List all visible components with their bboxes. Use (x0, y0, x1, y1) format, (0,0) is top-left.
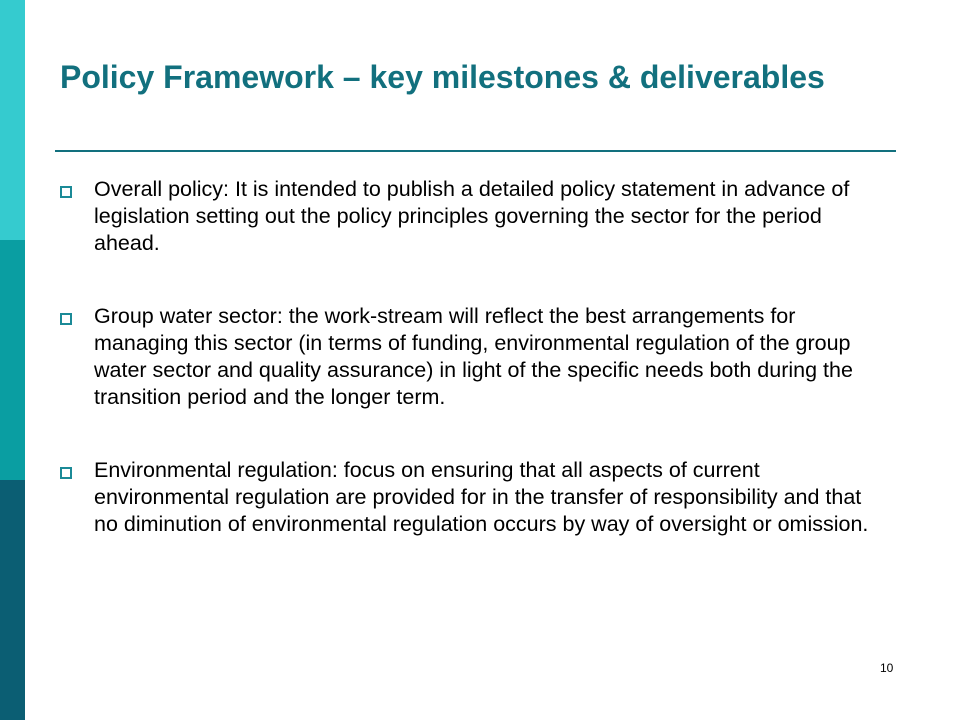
side-bar-segment-top (0, 0, 25, 240)
page-number: 10 (880, 661, 894, 675)
bullet-text: Environmental regulation: focus on ensuring that all aspects of current environmental regulation are provided for in the transfer of responsibility and that no diminution of environmental regulation occurs by way of oversight or omission. (94, 458, 869, 536)
side-decoration-bar (0, 0, 25, 720)
bullet-item-overall-policy (60, 176, 890, 257)
bullet-list (60, 176, 890, 538)
side-bar-segment-bottom (0, 480, 25, 720)
bullet-text: Overall policy: It is intended to publish a detailed policy statement in advance of legislation setting out the policy principles governing the sector for the period ahead. (94, 177, 850, 255)
side-bar-segment-middle (0, 240, 25, 480)
square-bullet-icon (60, 467, 72, 479)
bullet-text: Group water sector: the work-stream will reflect the best arrangements for managing this sector (in terms of funding, environmental regulation of the group water sector and quality assurance) in light of the specific needs both during the transition period and the longer term. (94, 304, 853, 409)
slide-title: Policy Framework – key milestones & deliverables (60, 59, 825, 95)
square-bullet-icon (60, 313, 72, 325)
title-divider (55, 150, 896, 152)
bullet-item-group-water-sector (60, 303, 890, 411)
bullet-item-environmental-regulation (60, 457, 890, 538)
square-bullet-icon (60, 186, 72, 198)
